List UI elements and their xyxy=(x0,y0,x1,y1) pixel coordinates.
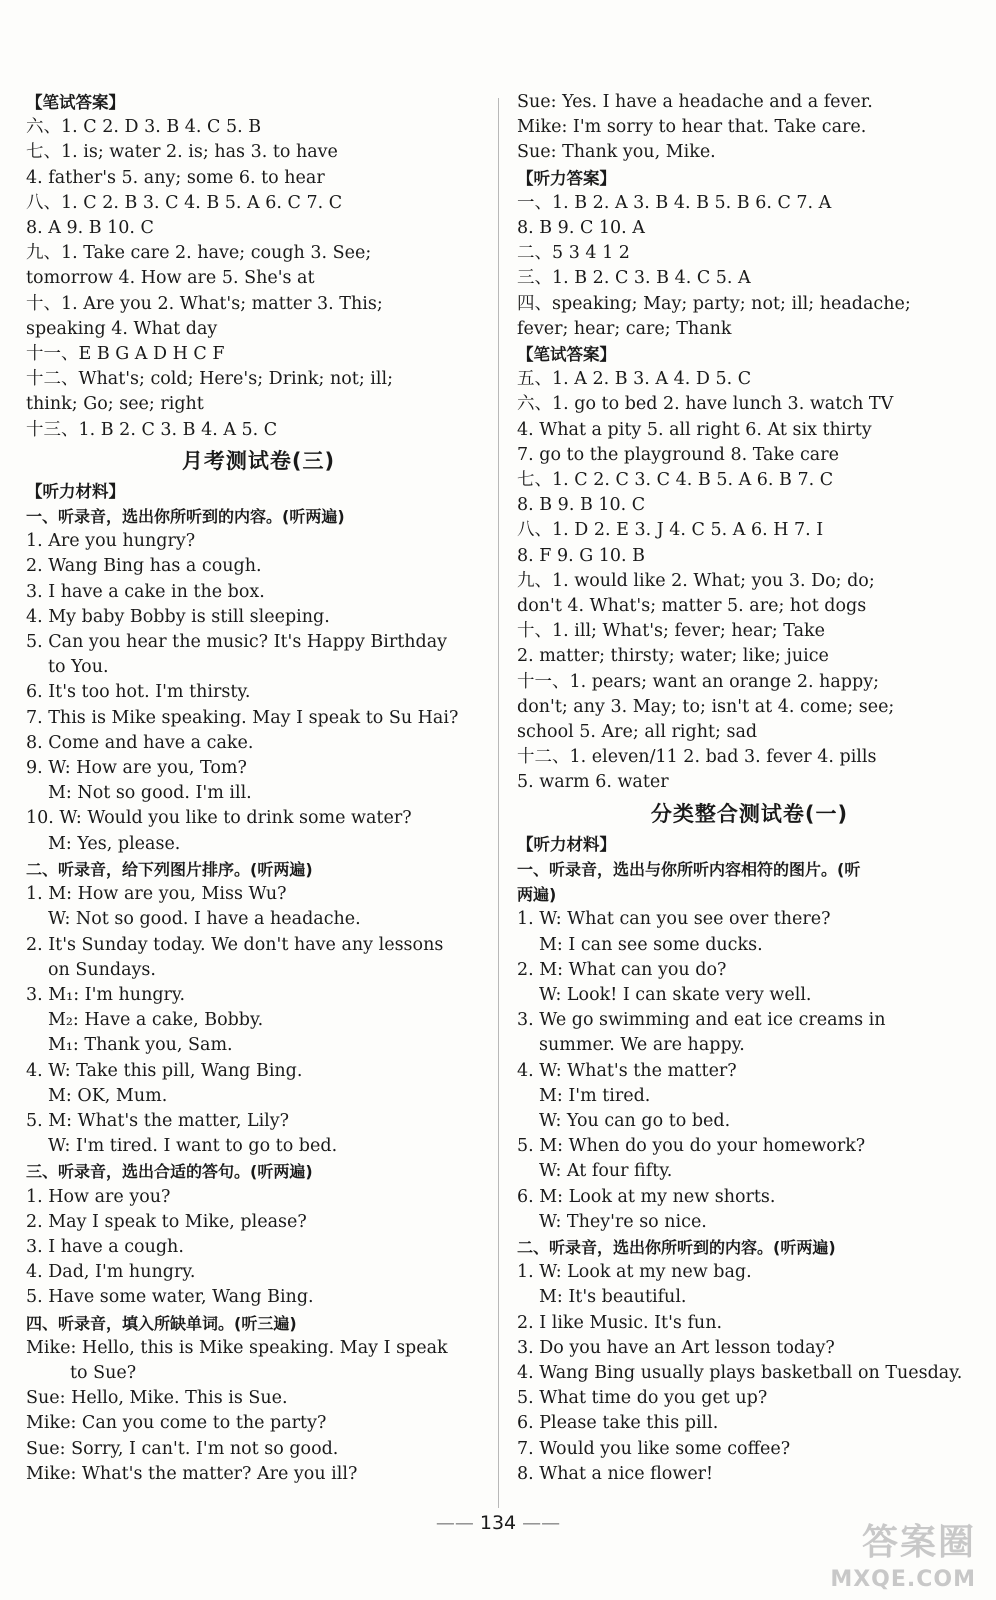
text-line: Mike: I'm sorry to hear that. Take care. xyxy=(517,117,867,138)
text-line: 7. go to the playground 8. Take care xyxy=(517,444,839,465)
text-line: 十一、1. pears; want an orange 2. happy; xyxy=(517,671,879,692)
text-line: W: They're so nice. xyxy=(539,1211,707,1232)
text-line: 6. It's too hot. I'm thirsty. xyxy=(26,682,251,703)
text-line: 8. Come and have a cake. xyxy=(26,732,254,753)
text-line: 一、1. B 2. A 3. B 4. B 5. B 6. C 7. A xyxy=(517,192,832,213)
text-line: M: Yes, please. xyxy=(48,833,181,854)
text-line: Sue: Sorry, I can't. I'm not so good. xyxy=(26,1438,339,1459)
text-line: 6. M: Look at my new shorts. xyxy=(517,1186,776,1207)
text-line: 四、speaking; May; party; not; ill; headache; xyxy=(517,293,911,314)
text-line: 6. Please take this pill. xyxy=(517,1413,719,1434)
text-line: 1. W: What can you see over there? xyxy=(517,909,831,930)
column-divider xyxy=(498,98,499,1508)
right-column xyxy=(517,90,982,1487)
text-line: M: Not so good. I'm ill. xyxy=(48,783,252,804)
text-line: fever; hear; care; Thank xyxy=(517,318,732,339)
section-title: 分类整合测试卷(一) xyxy=(650,801,849,826)
text-line: 5. warm 6. water xyxy=(517,772,669,793)
question-heading: 四、听录音，填入所缺单词。(听三遍) xyxy=(26,1313,297,1333)
text-line: 九、1. would like 2. What; you 3. Do; do; xyxy=(517,570,875,591)
text-line: 4. father's 5. any; some 6. to hear xyxy=(26,167,325,188)
text-line: 三、1. B 2. C 3. B 4. C 5. A xyxy=(517,268,751,289)
text-line: W: Look! I can skate very well. xyxy=(539,984,812,1005)
watermark xyxy=(814,1512,984,1594)
section-heading: 【笔试答案】 xyxy=(517,345,616,365)
text-line: 2. Wang Bing has a cough. xyxy=(26,556,262,577)
section-title: 月考测试卷(三) xyxy=(181,448,336,473)
text-line: tomorrow 4. How are 5. She's at xyxy=(26,268,315,289)
text-line: 4. My baby Bobby is still sleeping. xyxy=(26,606,330,627)
text-line: 十、1. Are you 2. What's; matter 3. This; xyxy=(26,293,383,314)
text-line: 十一、E B G A D H C F xyxy=(26,344,225,365)
watermark-url: MXQE.COM xyxy=(830,1567,976,1592)
text-line: Mike: Can you come to the party? xyxy=(26,1413,327,1434)
text-line: 4. Dad, I'm hungry. xyxy=(26,1262,196,1283)
section-heading: 【听力材料】 xyxy=(26,481,125,501)
text-line: 3. I have a cough. xyxy=(26,1236,184,1257)
text-line: 7. Would you like some coffee? xyxy=(517,1438,791,1459)
text-line: 七、1. C 2. C 3. C 4. B 5. A 6. B 7. C xyxy=(517,470,834,491)
text-line: 2. May I speak to Mike, please? xyxy=(26,1211,307,1232)
watermark-logo: 答案圈 xyxy=(861,1522,976,1563)
text-line: school 5. Are; all right; sad xyxy=(517,722,758,743)
text-line: on Sundays. xyxy=(48,959,156,980)
question-heading: 二、听录音，给下列图片排序。(听两遍) xyxy=(26,859,313,879)
page-footer: —— 134 —— xyxy=(435,1512,561,1534)
question-heading: 两遍) xyxy=(517,885,557,905)
text-line: 5. Can you hear the music? It's Happy Birthday xyxy=(26,632,448,653)
text-line: 3. I have a cake in the box. xyxy=(26,581,265,602)
text-line: 4. W: Take this pill, Wang Bing. xyxy=(26,1060,303,1081)
text-line: don't 4. What's; matter 5. are; hot dogs xyxy=(517,596,867,617)
text-line: 五、1. A 2. B 3. A 4. D 5. C xyxy=(517,369,752,390)
text-line: 3. We go swimming and eat ice creams in xyxy=(517,1010,886,1031)
section-heading: 【听力材料】 xyxy=(517,834,616,854)
text-line: 2. matter; thirsty; water; like; juice xyxy=(517,646,829,667)
text-line: don't; any 3. May; to; isn't at 4. come; see; xyxy=(517,696,895,717)
text-line: 8. A 9. B 10. C xyxy=(26,218,154,239)
text-line: 7. This is Mike speaking. May I speak to Su Hai? xyxy=(26,707,459,728)
text-line: 8. B 9. C 10. A xyxy=(517,218,645,239)
text-line: 1. W: Look at my new bag. xyxy=(517,1262,752,1283)
text-line: 5. Have some water, Wang Bing. xyxy=(26,1287,314,1308)
text-line: to Sue? xyxy=(70,1362,137,1383)
text-line: 10. W: Would you like to drink some water? xyxy=(26,808,412,829)
text-line: 十、1. ill; What's; fever; hear; Take xyxy=(517,621,825,642)
text-line: M: It's beautiful. xyxy=(539,1287,687,1308)
text-line: 十三、1. B 2. C 3. B 4. A 5. C xyxy=(26,419,278,440)
left-column xyxy=(26,90,491,1487)
text-line: 1. Are you hungry? xyxy=(26,531,196,552)
text-line: summer. We are happy. xyxy=(539,1035,745,1056)
question-heading: 一、听录音，选出与你所听内容相符的图片。(听 xyxy=(517,859,861,879)
text-line: 八、1. D 2. E 3. J 4. C 5. A 6. H 7. I xyxy=(517,520,824,541)
question-heading: 一、听录音，选出你所听到的内容。(听两遍) xyxy=(26,507,345,527)
text-line: 八、1. C 2. B 3. C 4. B 5. A 6. C 7. C xyxy=(26,192,343,213)
text-line: 4. W: What's the matter? xyxy=(517,1060,737,1081)
text-line: 9. W: How are you, Tom? xyxy=(26,758,247,779)
question-heading: 三、听录音，选出合适的答句。(听两遍) xyxy=(26,1162,313,1182)
text-line: 二、5 3 4 1 2 xyxy=(517,243,630,264)
text-line: speaking 4. What day xyxy=(26,318,218,339)
text-line: 九、1. Take care 2. have; cough 3. See; xyxy=(26,243,372,264)
text-line: 十二、1. eleven/11 2. bad 3. fever 4. pills xyxy=(517,747,877,768)
text-line: W: You can go to bed. xyxy=(539,1110,731,1131)
text-line: W: At four fifty. xyxy=(539,1161,673,1182)
text-line: 2. I like Music. It's fun. xyxy=(517,1312,723,1333)
text-line: Mike: Hello, this is Mike speaking. May I speak xyxy=(26,1337,448,1358)
text-line: W: I'm tired. I want to go to bed. xyxy=(48,1136,338,1157)
page-number: 134 xyxy=(479,1512,517,1534)
text-line: 2. M: What can you do? xyxy=(517,959,727,980)
text-line: Sue: Hello, Mike. This is Sue. xyxy=(26,1388,288,1409)
text-line: 1. How are you? xyxy=(26,1186,171,1207)
text-line: 4. What a pity 5. all right 6. At six thirty xyxy=(517,419,872,440)
text-line: 3. M₁: I'm hungry. xyxy=(26,984,186,1005)
text-line: M: I can see some ducks. xyxy=(539,934,763,955)
text-line: M₂: Have a cake, Bobby. xyxy=(48,1010,264,1031)
text-line: 六、1. go to bed 2. have lunch 3. watch TV xyxy=(517,394,894,415)
section-heading: 【笔试答案】 xyxy=(26,93,125,112)
text-line: M₁: Thank you, Sam. xyxy=(48,1035,233,1056)
text-line: Sue: Yes. I have a headache and a fever. xyxy=(517,92,873,112)
section-heading: 【听力答案】 xyxy=(517,168,616,188)
text-line: 4. Wang Bing usually plays basketball on Tuesday. xyxy=(517,1362,963,1383)
text-line: 1. M: How are you, Miss Wu? xyxy=(26,884,287,905)
text-line: 5. M: When do you do your homework? xyxy=(517,1136,866,1157)
text-line: 七、1. is; water 2. is; has 3. to have xyxy=(26,142,338,163)
text-line: 5. M: What's the matter, Lily? xyxy=(26,1110,290,1131)
text-line: 3. Do you have an Art lesson today? xyxy=(517,1337,835,1358)
text-line: to You. xyxy=(48,657,109,678)
text-line: 六、1. C 2. D 3. B 4. C 5. B xyxy=(26,117,262,138)
text-line: 8. What a nice flower! xyxy=(517,1463,714,1484)
text-line: Sue: Thank you, Mike. xyxy=(517,142,716,163)
text-line: Mike: What's the matter? Are you ill? xyxy=(26,1463,358,1484)
text-line: 2. It's Sunday today. We don't have any lessons xyxy=(26,934,444,955)
text-line: 8. B 9. B 10. C xyxy=(517,495,646,516)
text-line: think; Go; see; right xyxy=(26,394,204,415)
question-heading: 二、听录音，选出你所听到的内容。(听两遍) xyxy=(517,1237,836,1257)
text-line: M: I'm tired. xyxy=(539,1085,651,1106)
text-line: M: OK, Mum. xyxy=(48,1085,168,1106)
text-line: W: Not so good. I have a headache. xyxy=(48,909,361,930)
text-line: 十二、What's; cold; Here's; Drink; not; ill; xyxy=(26,369,393,390)
text-line: 5. What time do you get up? xyxy=(517,1388,768,1409)
text-line: 8. F 9. G 10. B xyxy=(517,545,646,566)
